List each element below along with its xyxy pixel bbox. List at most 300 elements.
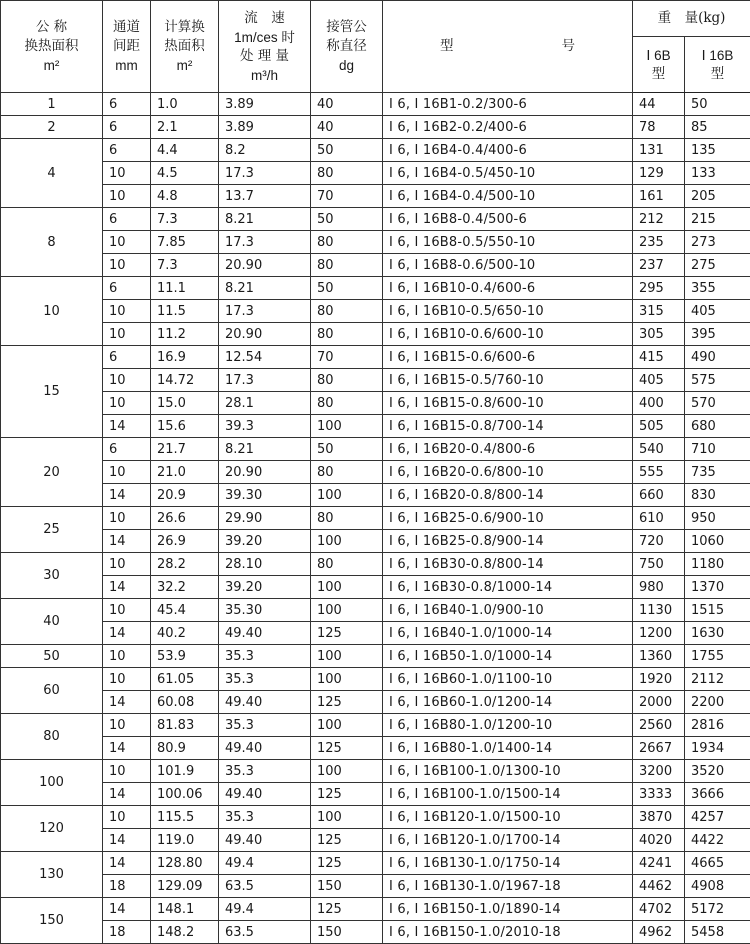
cell-model: Ⅰ 6, Ⅰ 16B30-0.8/1000-14 xyxy=(383,576,633,599)
table-row xyxy=(1,139,750,162)
cell-weight-i16b: 355 xyxy=(685,277,750,300)
cell-pipe-diameter: 125 xyxy=(311,737,383,760)
cell-flow-capacity: 49.4 xyxy=(219,852,311,875)
cell-flow-capacity: 63.5 xyxy=(219,921,311,944)
cell-model: Ⅰ 6, Ⅰ 16B80-1.0/1400-14 xyxy=(383,737,633,760)
cell-weight-i6b: 405 xyxy=(633,369,685,392)
cell-weight-i6b: 2667 xyxy=(633,737,685,760)
cell-calculated-area: 45.4 xyxy=(151,599,219,622)
cell-calculated-area: 28.2 xyxy=(151,553,219,576)
cell-channel-spacing: 14 xyxy=(103,415,151,438)
cell-weight-i6b: 305 xyxy=(633,323,685,346)
cell-pipe-diameter: 50 xyxy=(311,277,383,300)
cell-nominal-area: 130 xyxy=(1,852,103,898)
cell-flow-capacity: 29.90 xyxy=(219,507,311,530)
cell-calculated-area: 7.85 xyxy=(151,231,219,254)
cell-calculated-area: 21.7 xyxy=(151,438,219,461)
cell-model: Ⅰ 6, Ⅰ 16B15-0.5/760-10 xyxy=(383,369,633,392)
cell-channel-spacing: 10 xyxy=(103,231,151,254)
cell-calculated-area: 100.06 xyxy=(151,783,219,806)
cell-model: Ⅰ 6, Ⅰ 16B25-0.6/900-10 xyxy=(383,507,633,530)
cell-pipe-diameter: 100 xyxy=(311,668,383,691)
cell-flow-capacity: 35.3 xyxy=(219,668,311,691)
table-row xyxy=(1,185,750,208)
cell-pipe-diameter: 80 xyxy=(311,553,383,576)
cell-weight-i6b: 505 xyxy=(633,415,685,438)
cell-pipe-diameter: 40 xyxy=(311,116,383,139)
cell-nominal-area: 15 xyxy=(1,346,103,438)
cell-pipe-diameter: 125 xyxy=(311,691,383,714)
cell-channel-spacing: 6 xyxy=(103,116,151,139)
cell-weight-i16b: 215 xyxy=(685,208,750,231)
cell-weight-i6b: 237 xyxy=(633,254,685,277)
cell-channel-spacing: 14 xyxy=(103,576,151,599)
cell-nominal-area: 100 xyxy=(1,760,103,806)
cell-weight-i6b: 295 xyxy=(633,277,685,300)
cell-weight-i6b: 235 xyxy=(633,231,685,254)
cell-model: Ⅰ 6, Ⅰ 16B15-0.8/600-10 xyxy=(383,392,633,415)
cell-pipe-diameter: 100 xyxy=(311,714,383,737)
cell-channel-spacing: 10 xyxy=(103,760,151,783)
table-row xyxy=(1,162,750,185)
cell-weight-i6b: 400 xyxy=(633,392,685,415)
cell-channel-spacing: 14 xyxy=(103,691,151,714)
cell-flow-capacity: 39.3 xyxy=(219,415,311,438)
cell-weight-i6b: 161 xyxy=(633,185,685,208)
table-row xyxy=(1,346,750,369)
cell-calculated-area: 11.5 xyxy=(151,300,219,323)
cell-weight-i16b: 575 xyxy=(685,369,750,392)
header-weight: 重 量(kg) xyxy=(633,1,750,37)
cell-weight-i6b: 212 xyxy=(633,208,685,231)
cell-pipe-diameter: 80 xyxy=(311,231,383,254)
cell-channel-spacing: 10 xyxy=(103,806,151,829)
cell-model: Ⅰ 6, Ⅰ 16B10-0.6/600-10 xyxy=(383,323,633,346)
cell-nominal-area: 80 xyxy=(1,714,103,760)
cell-flow-capacity: 49.40 xyxy=(219,783,311,806)
cell-weight-i16b: 275 xyxy=(685,254,750,277)
cell-weight-i6b: 660 xyxy=(633,484,685,507)
cell-model: Ⅰ 6, Ⅰ 16B120-1.0/1700-14 xyxy=(383,829,633,852)
cell-calculated-area: 7.3 xyxy=(151,254,219,277)
cell-pipe-diameter: 80 xyxy=(311,507,383,530)
cell-pipe-diameter: 125 xyxy=(311,783,383,806)
cell-calculated-area: 101.9 xyxy=(151,760,219,783)
cell-pipe-diameter: 80 xyxy=(311,323,383,346)
cell-channel-spacing: 14 xyxy=(103,737,151,760)
cell-nominal-area: 120 xyxy=(1,806,103,852)
cell-weight-i6b: 2560 xyxy=(633,714,685,737)
table-row xyxy=(1,116,750,139)
cell-weight-i16b: 405 xyxy=(685,300,750,323)
cell-model: Ⅰ 6, Ⅰ 16B40-1.0/900-10 xyxy=(383,599,633,622)
cell-flow-capacity: 28.1 xyxy=(219,392,311,415)
cell-weight-i16b: 273 xyxy=(685,231,750,254)
cell-nominal-area: 25 xyxy=(1,507,103,553)
cell-flow-capacity: 35.3 xyxy=(219,714,311,737)
cell-calculated-area: 40.2 xyxy=(151,622,219,645)
cell-flow-capacity: 49.40 xyxy=(219,829,311,852)
cell-weight-i16b: 570 xyxy=(685,392,750,415)
cell-calculated-area: 81.83 xyxy=(151,714,219,737)
cell-weight-i16b: 205 xyxy=(685,185,750,208)
cell-channel-spacing: 14 xyxy=(103,622,151,645)
cell-weight-i16b: 135 xyxy=(685,139,750,162)
cell-flow-capacity: 13.7 xyxy=(219,185,311,208)
cell-flow-capacity: 28.10 xyxy=(219,553,311,576)
cell-pipe-diameter: 150 xyxy=(311,875,383,898)
cell-nominal-area: 1 xyxy=(1,93,103,116)
cell-pipe-diameter: 80 xyxy=(311,162,383,185)
table-row xyxy=(1,829,750,852)
cell-weight-i6b: 720 xyxy=(633,530,685,553)
table-row xyxy=(1,806,750,829)
cell-weight-i6b: 4702 xyxy=(633,898,685,921)
cell-calculated-area: 53.9 xyxy=(151,645,219,668)
cell-flow-capacity: 3.89 xyxy=(219,116,311,139)
cell-calculated-area: 148.1 xyxy=(151,898,219,921)
cell-weight-i6b: 78 xyxy=(633,116,685,139)
cell-weight-i16b: 2200 xyxy=(685,691,750,714)
cell-weight-i6b: 4462 xyxy=(633,875,685,898)
cell-weight-i16b: 2112 xyxy=(685,668,750,691)
cell-weight-i16b: 2816 xyxy=(685,714,750,737)
cell-weight-i16b: 50 xyxy=(685,93,750,116)
table-row xyxy=(1,461,750,484)
cell-weight-i16b: 85 xyxy=(685,116,750,139)
cell-calculated-area: 2.1 xyxy=(151,116,219,139)
table-row xyxy=(1,852,750,875)
cell-pipe-diameter: 125 xyxy=(311,898,383,921)
cell-model: Ⅰ 6, Ⅰ 16B8-0.4/500-6 xyxy=(383,208,633,231)
cell-channel-spacing: 10 xyxy=(103,300,151,323)
cell-nominal-area: 2 xyxy=(1,116,103,139)
table-row xyxy=(1,783,750,806)
cell-calculated-area: 26.6 xyxy=(151,507,219,530)
cell-model: Ⅰ 6, Ⅰ 16B150-1.0/2010-18 xyxy=(383,921,633,944)
cell-model: Ⅰ 6, Ⅰ 16B4-0.5/450-10 xyxy=(383,162,633,185)
cell-flow-capacity: 20.90 xyxy=(219,461,311,484)
cell-weight-i6b: 4241 xyxy=(633,852,685,875)
cell-channel-spacing: 18 xyxy=(103,921,151,944)
cell-flow-capacity: 20.90 xyxy=(219,323,311,346)
header-calculated-area: 计算换 热面积 m² xyxy=(151,1,219,93)
cell-channel-spacing: 14 xyxy=(103,829,151,852)
cell-nominal-area: 30 xyxy=(1,553,103,599)
table-row xyxy=(1,645,750,668)
table-row xyxy=(1,208,750,231)
cell-model: Ⅰ 6, Ⅰ 16B1-0.2/300-6 xyxy=(383,93,633,116)
cell-model: Ⅰ 6, Ⅰ 16B40-1.0/1000-14 xyxy=(383,622,633,645)
header-weight-i6b: Ⅰ 6B 型 xyxy=(633,37,685,93)
cell-weight-i16b: 4665 xyxy=(685,852,750,875)
cell-calculated-area: 11.1 xyxy=(151,277,219,300)
cell-nominal-area: 20 xyxy=(1,438,103,507)
cell-flow-capacity: 63.5 xyxy=(219,875,311,898)
cell-model: Ⅰ 6, Ⅰ 16B100-1.0/1300-10 xyxy=(383,760,633,783)
cell-weight-i6b: 555 xyxy=(633,461,685,484)
cell-weight-i16b: 4422 xyxy=(685,829,750,852)
cell-weight-i16b: 4908 xyxy=(685,875,750,898)
cell-flow-capacity: 35.30 xyxy=(219,599,311,622)
cell-channel-spacing: 14 xyxy=(103,530,151,553)
cell-model: Ⅰ 6, Ⅰ 16B8-0.5/550-10 xyxy=(383,231,633,254)
cell-pipe-diameter: 40 xyxy=(311,93,383,116)
cell-channel-spacing: 10 xyxy=(103,323,151,346)
cell-channel-spacing: 10 xyxy=(103,553,151,576)
cell-weight-i6b: 4962 xyxy=(633,921,685,944)
cell-calculated-area: 14.72 xyxy=(151,369,219,392)
cell-weight-i6b: 4020 xyxy=(633,829,685,852)
cell-pipe-diameter: 100 xyxy=(311,530,383,553)
cell-channel-spacing: 10 xyxy=(103,599,151,622)
cell-weight-i6b: 129 xyxy=(633,162,685,185)
cell-flow-capacity: 17.3 xyxy=(219,231,311,254)
cell-nominal-area: 40 xyxy=(1,599,103,645)
cell-model: Ⅰ 6, Ⅰ 16B4-0.4/400-6 xyxy=(383,139,633,162)
header-channel-spacing: 通道 间距 mm xyxy=(103,1,151,93)
table-row xyxy=(1,484,750,507)
cell-pipe-diameter: 70 xyxy=(311,185,383,208)
cell-calculated-area: 129.09 xyxy=(151,875,219,898)
cell-channel-spacing: 14 xyxy=(103,898,151,921)
table-row xyxy=(1,737,750,760)
cell-weight-i6b: 3200 xyxy=(633,760,685,783)
cell-pipe-diameter: 125 xyxy=(311,622,383,645)
cell-flow-capacity: 20.90 xyxy=(219,254,311,277)
cell-pipe-diameter: 80 xyxy=(311,300,383,323)
cell-weight-i6b: 1920 xyxy=(633,668,685,691)
cell-calculated-area: 61.05 xyxy=(151,668,219,691)
cell-weight-i16b: 830 xyxy=(685,484,750,507)
cell-nominal-area: 10 xyxy=(1,277,103,346)
cell-calculated-area: 4.5 xyxy=(151,162,219,185)
cell-weight-i16b: 395 xyxy=(685,323,750,346)
cell-calculated-area: 32.2 xyxy=(151,576,219,599)
table-row xyxy=(1,622,750,645)
cell-model: Ⅰ 6, Ⅰ 16B150-1.0/1890-14 xyxy=(383,898,633,921)
cell-weight-i16b: 1934 xyxy=(685,737,750,760)
cell-weight-i16b: 1370 xyxy=(685,576,750,599)
cell-pipe-diameter: 80 xyxy=(311,392,383,415)
table-row xyxy=(1,438,750,461)
cell-channel-spacing: 10 xyxy=(103,461,151,484)
cell-pipe-diameter: 125 xyxy=(311,852,383,875)
cell-channel-spacing: 6 xyxy=(103,139,151,162)
cell-calculated-area: 26.9 xyxy=(151,530,219,553)
cell-channel-spacing: 10 xyxy=(103,185,151,208)
cell-flow-capacity: 3.89 xyxy=(219,93,311,116)
cell-model: Ⅰ 6, Ⅰ 16B60-1.0/1200-14 xyxy=(383,691,633,714)
cell-weight-i16b: 5172 xyxy=(685,898,750,921)
cell-nominal-area: 8 xyxy=(1,208,103,277)
table-row xyxy=(1,231,750,254)
cell-weight-i6b: 315 xyxy=(633,300,685,323)
cell-channel-spacing: 10 xyxy=(103,507,151,530)
cell-pipe-diameter: 50 xyxy=(311,139,383,162)
cell-calculated-area: 115.5 xyxy=(151,806,219,829)
cell-flow-capacity: 35.3 xyxy=(219,645,311,668)
cell-channel-spacing: 6 xyxy=(103,208,151,231)
cell-calculated-area: 21.0 xyxy=(151,461,219,484)
cell-flow-capacity: 8.2 xyxy=(219,139,311,162)
cell-flow-capacity: 39.30 xyxy=(219,484,311,507)
cell-pipe-diameter: 100 xyxy=(311,760,383,783)
table-body xyxy=(1,93,750,944)
cell-calculated-area: 128.80 xyxy=(151,852,219,875)
cell-model: Ⅰ 6, Ⅰ 16B80-1.0/1200-10 xyxy=(383,714,633,737)
cell-weight-i6b: 980 xyxy=(633,576,685,599)
cell-model: Ⅰ 6, Ⅰ 16B130-1.0/1967-18 xyxy=(383,875,633,898)
cell-channel-spacing: 10 xyxy=(103,714,151,737)
cell-pipe-diameter: 50 xyxy=(311,438,383,461)
cell-model: Ⅰ 6, Ⅰ 16B50-1.0/1000-14 xyxy=(383,645,633,668)
table-row xyxy=(1,576,750,599)
cell-model: Ⅰ 6, Ⅰ 16B10-0.5/650-10 xyxy=(383,300,633,323)
cell-channel-spacing: 10 xyxy=(103,392,151,415)
cell-calculated-area: 60.08 xyxy=(151,691,219,714)
cell-flow-capacity: 49.4 xyxy=(219,898,311,921)
cell-flow-capacity: 17.3 xyxy=(219,300,311,323)
cell-weight-i6b: 3870 xyxy=(633,806,685,829)
cell-calculated-area: 7.3 xyxy=(151,208,219,231)
cell-weight-i16b: 1180 xyxy=(685,553,750,576)
cell-channel-spacing: 10 xyxy=(103,668,151,691)
table-row xyxy=(1,369,750,392)
cell-calculated-area: 15.6 xyxy=(151,415,219,438)
cell-channel-spacing: 10 xyxy=(103,369,151,392)
cell-weight-i6b: 1130 xyxy=(633,599,685,622)
header-nominal-area: 公 称 换热面积 m² xyxy=(1,1,103,93)
cell-pipe-diameter: 50 xyxy=(311,208,383,231)
cell-model: Ⅰ 6, Ⅰ 16B15-0.6/600-6 xyxy=(383,346,633,369)
cell-weight-i16b: 710 xyxy=(685,438,750,461)
cell-flow-capacity: 39.20 xyxy=(219,576,311,599)
cell-calculated-area: 15.0 xyxy=(151,392,219,415)
cell-pipe-diameter: 70 xyxy=(311,346,383,369)
cell-calculated-area: 1.0 xyxy=(151,93,219,116)
cell-flow-capacity: 8.21 xyxy=(219,277,311,300)
table-row xyxy=(1,93,750,116)
cell-nominal-area: 150 xyxy=(1,898,103,944)
cell-model: Ⅰ 6, Ⅰ 16B8-0.6/500-10 xyxy=(383,254,633,277)
cell-channel-spacing: 18 xyxy=(103,875,151,898)
cell-flow-capacity: 49.40 xyxy=(219,691,311,714)
cell-flow-capacity: 8.21 xyxy=(219,208,311,231)
cell-model: Ⅰ 6, Ⅰ 16B15-0.8/700-14 xyxy=(383,415,633,438)
cell-calculated-area: 20.9 xyxy=(151,484,219,507)
cell-pipe-diameter: 100 xyxy=(311,484,383,507)
cell-nominal-area: 60 xyxy=(1,668,103,714)
cell-model: Ⅰ 6, Ⅰ 16B130-1.0/1750-14 xyxy=(383,852,633,875)
cell-channel-spacing: 6 xyxy=(103,346,151,369)
cell-channel-spacing: 10 xyxy=(103,645,151,668)
cell-flow-capacity: 17.3 xyxy=(219,162,311,185)
cell-model: Ⅰ 6, Ⅰ 16B100-1.0/1500-14 xyxy=(383,783,633,806)
cell-flow-capacity: 17.3 xyxy=(219,369,311,392)
cell-calculated-area: 11.2 xyxy=(151,323,219,346)
cell-model: Ⅰ 6, Ⅰ 16B10-0.4/600-6 xyxy=(383,277,633,300)
cell-pipe-diameter: 80 xyxy=(311,461,383,484)
cell-weight-i16b: 680 xyxy=(685,415,750,438)
cell-weight-i16b: 1515 xyxy=(685,599,750,622)
cell-calculated-area: 119.0 xyxy=(151,829,219,852)
cell-flow-capacity: 39.20 xyxy=(219,530,311,553)
cell-weight-i6b: 610 xyxy=(633,507,685,530)
cell-pipe-diameter: 100 xyxy=(311,576,383,599)
cell-pipe-diameter: 150 xyxy=(311,921,383,944)
table-row xyxy=(1,553,750,576)
cell-channel-spacing: 14 xyxy=(103,783,151,806)
cell-weight-i16b: 1060 xyxy=(685,530,750,553)
cell-weight-i16b: 5458 xyxy=(685,921,750,944)
cell-model: Ⅰ 6, Ⅰ 16B20-0.6/800-10 xyxy=(383,461,633,484)
cell-flow-capacity: 12.54 xyxy=(219,346,311,369)
cell-weight-i6b: 1200 xyxy=(633,622,685,645)
cell-pipe-diameter: 100 xyxy=(311,415,383,438)
cell-model: Ⅰ 6, Ⅰ 16B60-1.0/1100-10 xyxy=(383,668,633,691)
cell-weight-i16b: 1630 xyxy=(685,622,750,645)
cell-weight-i16b: 950 xyxy=(685,507,750,530)
header-flow-capacity: 流 速 1m/ces 时 处 理 量 m³/h xyxy=(219,1,311,93)
cell-weight-i6b: 750 xyxy=(633,553,685,576)
cell-channel-spacing: 6 xyxy=(103,93,151,116)
table-row xyxy=(1,300,750,323)
cell-weight-i16b: 3666 xyxy=(685,783,750,806)
cell-weight-i6b: 2000 xyxy=(633,691,685,714)
table-header xyxy=(1,1,750,93)
table-row xyxy=(1,254,750,277)
cell-model: Ⅰ 6, Ⅰ 16B25-0.8/900-14 xyxy=(383,530,633,553)
cell-weight-i16b: 133 xyxy=(685,162,750,185)
cell-channel-spacing: 14 xyxy=(103,852,151,875)
header-weight-i16b: Ⅰ 16B 型 xyxy=(685,37,750,93)
cell-model: Ⅰ 6, Ⅰ 16B120-1.0/1500-10 xyxy=(383,806,633,829)
cell-weight-i16b: 1755 xyxy=(685,645,750,668)
cell-weight-i16b: 490 xyxy=(685,346,750,369)
cell-flow-capacity: 35.3 xyxy=(219,806,311,829)
table-row xyxy=(1,392,750,415)
cell-model: Ⅰ 6, Ⅰ 16B20-0.4/800-6 xyxy=(383,438,633,461)
cell-calculated-area: 4.8 xyxy=(151,185,219,208)
table-row xyxy=(1,530,750,553)
cell-weight-i16b: 735 xyxy=(685,461,750,484)
cell-model: Ⅰ 6, Ⅰ 16B20-0.8/800-14 xyxy=(383,484,633,507)
cell-weight-i16b: 3520 xyxy=(685,760,750,783)
cell-calculated-area: 4.4 xyxy=(151,139,219,162)
cell-flow-capacity: 8.21 xyxy=(219,438,311,461)
header-pipe-diameter: 接管公 称直径 dg xyxy=(311,1,383,93)
table-row xyxy=(1,691,750,714)
table-row xyxy=(1,507,750,530)
cell-channel-spacing: 10 xyxy=(103,254,151,277)
table-row xyxy=(1,898,750,921)
cell-flow-capacity: 35.3 xyxy=(219,760,311,783)
table-row xyxy=(1,760,750,783)
cell-weight-i6b: 131 xyxy=(633,139,685,162)
table-row xyxy=(1,415,750,438)
table-row xyxy=(1,277,750,300)
cell-calculated-area: 80.9 xyxy=(151,737,219,760)
cell-weight-i6b: 3333 xyxy=(633,783,685,806)
cell-channel-spacing: 10 xyxy=(103,162,151,185)
cell-channel-spacing: 6 xyxy=(103,438,151,461)
cell-pipe-diameter: 125 xyxy=(311,829,383,852)
cell-weight-i6b: 415 xyxy=(633,346,685,369)
header-model: 型 号 xyxy=(383,1,633,93)
cell-pipe-diameter: 80 xyxy=(311,369,383,392)
cell-model: Ⅰ 6, Ⅰ 16B2-0.2/400-6 xyxy=(383,116,633,139)
